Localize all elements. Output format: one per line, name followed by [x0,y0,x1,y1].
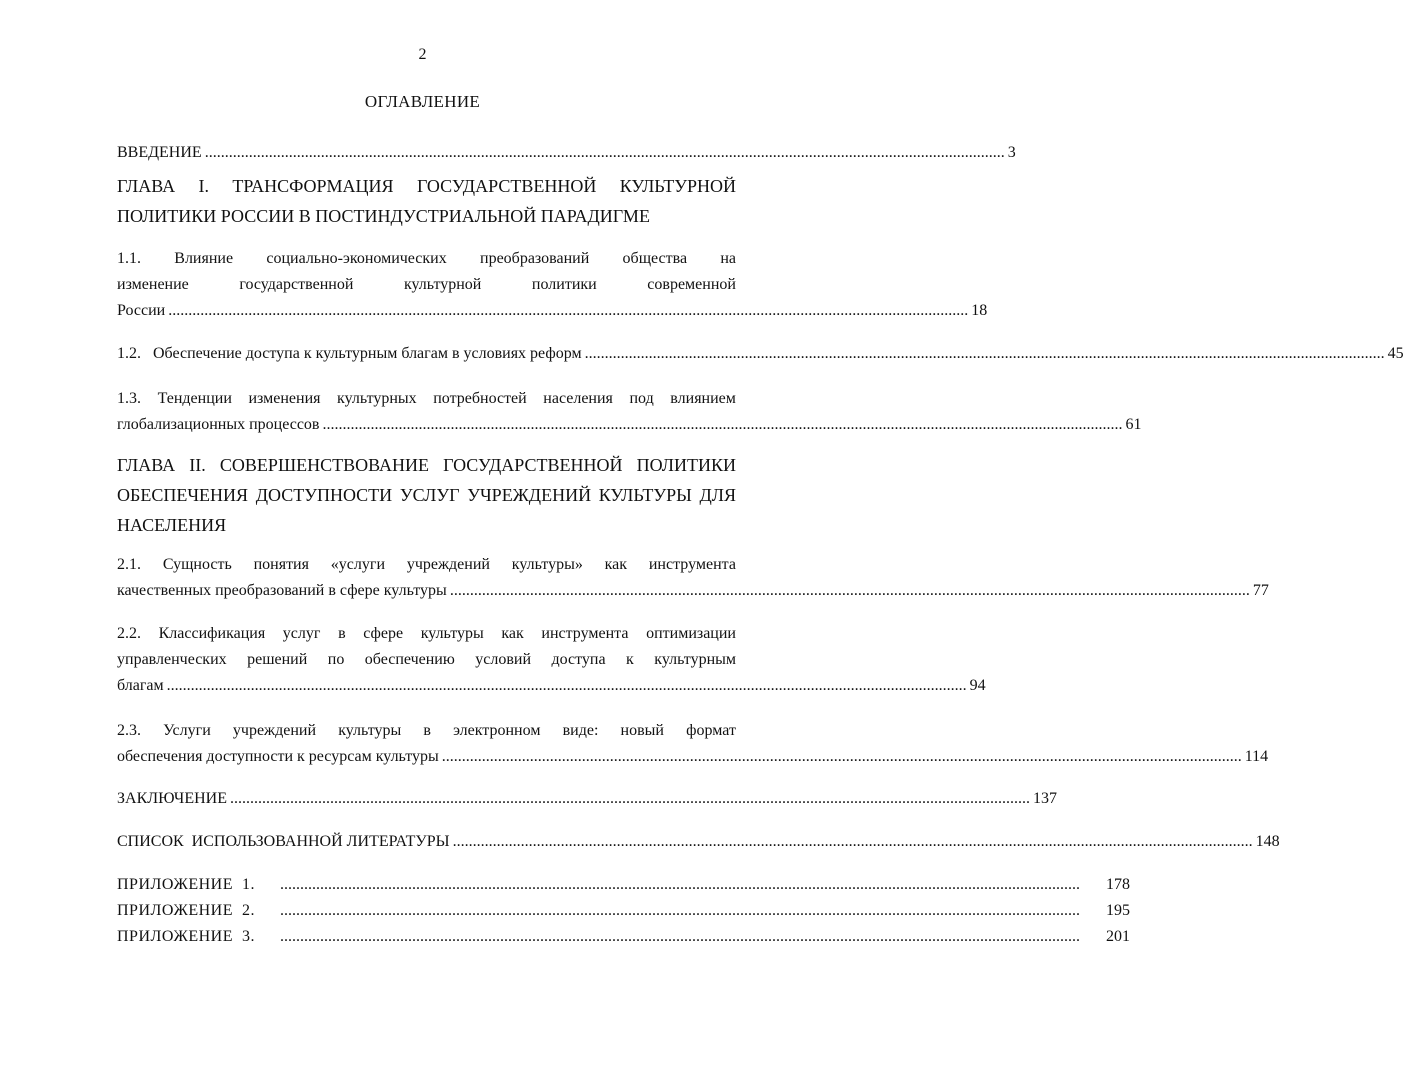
word: решений [247,651,308,668]
leader-dots: ........................................................................................................................................................................................................ [280,876,1080,893]
word: инструмента [648,556,736,573]
word: Тенденции [157,390,232,407]
word: культуры [338,722,402,739]
word: государственной [239,276,354,293]
entry-page: 201 [1106,928,1130,945]
appendix-list [117,876,1130,954]
entry-label: ПРИЛОЖЕНИЕ 3. [117,928,256,945]
word: ГЛАВА [117,455,176,475]
word: учреждений [406,556,490,573]
word: новый [620,722,664,739]
word: обеспечению [364,651,455,668]
word: ГОСУДАРСТВЕННОЙ [416,176,597,196]
entry-label: ПРИЛОЖЕНИЕ 1. [117,876,256,893]
word: потребностей [433,390,527,407]
word: культурной [403,276,482,293]
word: по [327,651,345,668]
word: в [423,722,431,739]
word: преобразований [480,250,590,267]
justified-line [117,625,736,651]
toc-entry-intro[interactable] [117,144,1016,170]
toc-title: ОГЛАВЛЕНИЕ [364,92,481,111]
word: условий [475,651,532,668]
word: 2.1. [117,556,141,573]
word: УСЛУГ [399,485,460,505]
entry-page: 45 [1387,345,1404,362]
word: 1.1. [117,250,141,267]
word: на [720,250,736,267]
toc-entry-2-2[interactable] [117,625,986,703]
leader-dots: ........................................................................................................................................................................................................ [441,748,1242,765]
word: 2.2. [117,625,141,642]
word: Влияние [174,250,234,267]
word: доступа [551,651,606,668]
justified-line [117,455,736,485]
entry-page: 137 [1032,790,1057,807]
word: ТРАНСФОРМАЦИЯ [232,176,394,196]
word: ДЛЯ [699,485,736,505]
toc-entry-2-1[interactable] [117,556,1269,608]
word: I. [198,176,210,196]
word: электронном [453,722,541,739]
justified-line [117,556,736,582]
word: формат [686,722,736,739]
word: культуры» [511,556,583,573]
leader-dots: ........................................................................................................................................................................................................ [229,790,1030,807]
word: Классификация [158,625,266,642]
word: населения [543,390,613,407]
justified-line [117,485,736,515]
leader-dots: ........................................................................................................................................................................................................ [280,928,1080,945]
toc-entry-2-3[interactable] [117,722,1269,774]
word: оптимизации [646,625,736,642]
word: современной [647,276,736,293]
justified-line [117,250,736,276]
entry-label: ВВЕДЕНИЕ [117,144,202,161]
word: изменения [248,390,321,407]
word: «услуги [330,556,386,573]
word: в [338,625,346,642]
word: культурным [654,651,736,668]
word: виде: [562,722,599,739]
word: изменение [117,276,189,293]
word: общества [622,250,688,267]
toc-entry-appendix-3[interactable] [117,928,1130,954]
word: Сущность [162,556,232,573]
entry-label: 1.2. Обеспечение доступа к культурным благам в условиях реформ [117,345,582,362]
entry-label: качественных преобразований в сфере культуры [117,582,447,599]
word: ПОЛИТИКИ [636,455,736,475]
word: влиянием [670,390,736,407]
word: ДОСТУПНОСТИ [255,485,393,505]
word: понятия [253,556,309,573]
leader-dots: ........................................................................................................................................................................................................ [322,416,1123,433]
leader-dots: ........................................................................................................................................................................................................ [452,833,1253,850]
entry-page: 3 [1007,144,1016,161]
word: к [626,651,634,668]
word: II. [189,455,206,475]
entry-label: ПРИЛОЖЕНИЕ 2. [117,902,256,919]
word: 2.3. [117,722,141,739]
word: как [604,556,628,573]
word: КУЛЬТУРНОЙ [619,176,736,196]
leader-dots: ........................................................................................................................................................................................................ [584,345,1385,362]
chapter-2-heading[interactable] [117,455,736,545]
word: ГЛАВА [117,176,176,196]
word: 1.3. [117,390,141,407]
word: управленческих [117,651,227,668]
leader-dots: ........................................................................................................................................................................................................ [204,144,1005,161]
word: под [629,390,654,407]
chapter-title-line: НАСЕЛЕНИЯ [117,515,227,535]
leader-dots: ........................................................................................................................................................................................................ [168,302,969,319]
entry-page: 77 [1252,582,1269,599]
word: ОБЕСПЕЧЕНИЯ [117,485,249,505]
entry-label: обеспечения доступности к ресурсам культуры [117,748,439,765]
justified-line [117,176,736,206]
chapter-1-heading[interactable] [117,176,736,236]
word: социально-экономических [266,250,447,267]
entry-label: СПИСОК ИСПОЛЬЗОВАННОЙ ЛИТЕРАТУРЫ [117,833,450,850]
justified-line [117,276,736,302]
word: политики [531,276,597,293]
word: инструмента [541,625,629,642]
toc-entry-1-3[interactable] [117,390,1142,442]
entry-page: 148 [1255,833,1280,850]
word: культуры [420,625,484,642]
entry-page: 61 [1125,416,1142,433]
word: как [501,625,524,642]
word: учреждений [232,722,317,739]
entry-label: ЗАКЛЮЧЕНИЕ [117,790,227,807]
word: СОВЕРШЕНСТВОВАНИЕ [219,455,429,475]
entry-label: благам [117,677,164,694]
toc-entry-conclusion[interactable] [117,790,1057,816]
word: Услуги [163,722,211,739]
leader-dots: ........................................................................................................................................................................................................ [449,582,1250,599]
chapter-title-line: ПОЛИТИКИ РОССИИ В ПОСТИНДУСТРИАЛЬНОЙ ПАРАДИГМЕ [117,206,650,226]
toc-entry-1-2[interactable] [117,345,1404,371]
justified-line [117,651,736,677]
entry-label: России [117,302,166,319]
leader-dots: ........................................................................................................................................................................................................ [166,677,967,694]
page-number: 2 [418,46,427,63]
toc-entry-appendix-2[interactable] [117,902,1130,928]
entry-page: 195 [1106,902,1130,919]
entry-page: 178 [1106,876,1130,893]
toc-entry-1-1[interactable] [117,250,988,328]
leader-dots: ........................................................................................................................................................................................................ [280,902,1080,919]
entry-page: 94 [969,677,986,694]
justified-line [117,722,736,748]
entry-label: глобализационных процессов [117,416,320,433]
word: ГОСУДАРСТВЕННОЙ [443,455,623,475]
toc-entry-references[interactable] [117,833,1280,859]
toc-entry-appendix-1[interactable] [117,876,1130,902]
entry-page: 18 [971,302,988,319]
word: КУЛЬТУРЫ [598,485,692,505]
word: сфере [363,625,404,642]
word: услуг [282,625,321,642]
word: УЧРЕЖДЕНИЙ [467,485,592,505]
word: культурных [337,390,417,407]
justified-line [117,390,736,416]
entry-page: 114 [1244,748,1269,765]
